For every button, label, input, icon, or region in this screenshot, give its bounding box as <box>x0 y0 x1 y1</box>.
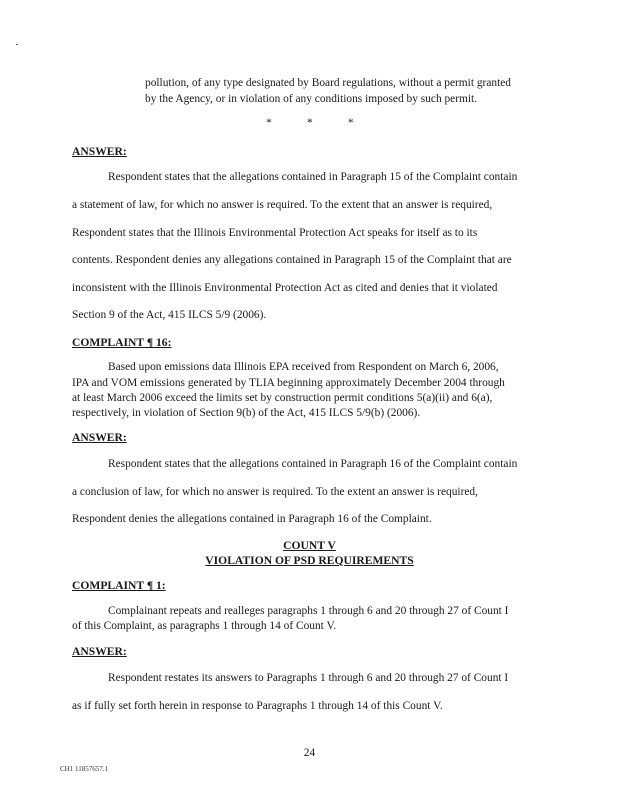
answer-15-heading: ANSWER: <box>72 145 127 158</box>
separator-star: * <box>266 117 272 129</box>
count-title: COUNT V <box>283 539 336 552</box>
answer-15-line: inconsistent with the Illinois Environmental Protection Act as cited and denies that it violated <box>72 282 498 294</box>
page-number: 24 <box>303 747 316 759</box>
count-subtitle: VIOLATION OF PSD REQUIREMENTS <box>205 554 414 567</box>
complaint-16-line: at least March 2006 exceed the limits set by construction permit conditions 5(a)(ii) and 6(a), <box>72 392 493 404</box>
answer-1-line: as if fully set forth herein in response to Paragraphs 1 through 14 of this Count V. <box>72 700 443 712</box>
answer-15-line: contents. Respondent denies any allegations contained in Paragraph 15 of the Complaint that are <box>72 254 512 266</box>
complaint-16-line: Based upon emissions data Illinois EPA received from Respondent on March 6, 2006, <box>108 361 499 373</box>
quote-line-2: by the Agency, or in violation of any conditions imposed by such permit. <box>145 93 478 105</box>
answer-15-line: Respondent states that the Illinois Environmental Protection Act speaks for itself as to its <box>72 227 478 239</box>
answer-16-line: a conclusion of law, for which no answer is required. To the extent an answer is required, <box>72 486 478 498</box>
quote-line-1: pollution, of any type designated by Board regulations, without a permit granted <box>145 77 512 89</box>
complaint-1-line: Complainant repeats and realleges paragraphs 1 through 6 and 20 through 27 of Count I <box>108 605 509 617</box>
answer-16-line: Respondent states that the allegations contained in Paragraph 16 of the Complaint contain <box>108 458 518 470</box>
answer-1-line: Respondent restates its answers to Paragraphs 1 through 6 and 20 through 27 of Count I <box>108 672 509 684</box>
complaint-1-line: of this Complaint, as paragraphs 1 through 14 of Count V. <box>72 620 337 632</box>
answer-1-heading: ANSWER: <box>72 645 127 658</box>
margin-mark <box>16 44 18 45</box>
document-id: CH1 11857657.1 <box>60 765 108 773</box>
complaint-16-heading: COMPLAINT ¶ 16: <box>72 336 172 349</box>
answer-16-heading: ANSWER: <box>72 431 127 444</box>
complaint-1-heading: COMPLAINT ¶ 1: <box>72 579 166 592</box>
answer-16-line: Respondent denies the allegations contained in Paragraph 16 of the Complaint. <box>72 513 432 525</box>
complaint-16-line: respectively, in violation of Section 9(b) of the Act, 415 ILCS 5/9(b) (2006). <box>72 407 421 419</box>
answer-15-line: a statement of law, for which no answer is required. To the extent that an answer is required, <box>72 199 493 211</box>
answer-15-line: Section 9 of the Act, 415 ILCS 5/9 (2006). <box>72 309 267 321</box>
answer-15-line: Respondent states that the allegations contained in Paragraph 15 of the Complaint contain <box>108 171 518 183</box>
separator-star: * <box>347 117 354 129</box>
separator-star: * <box>307 117 313 129</box>
separator-stars <box>250 118 370 129</box>
complaint-16-line: IPA and VOM emissions generated by TLIA beginning approximately December 2004 through <box>72 377 505 389</box>
